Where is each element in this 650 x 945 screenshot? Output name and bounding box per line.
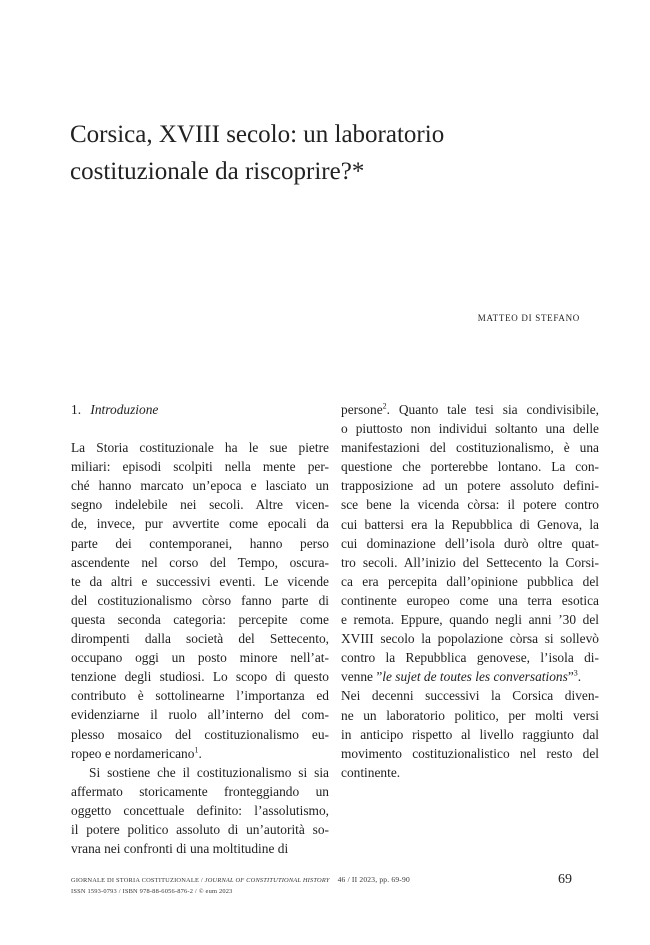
text-line: tenzione degli studiosi. Lo scopo di questo — [71, 669, 329, 685]
text-line: te da altri e successivi eventi. Le vicende — [71, 573, 329, 589]
text-line: cui dominazione dell’isola durò oltre quat- — [341, 535, 599, 551]
text-line: continente europeo come una terra esotica — [341, 592, 599, 608]
text-line: manifestazioni del costituzionalismo, è una — [341, 440, 599, 456]
journal-name-en: JOURNAL OF CONSTITUTIONAL HISTORY — [204, 877, 330, 884]
text-line: in anticipo rispetto al livello raggiunto dal — [341, 726, 599, 742]
quotation: le sujet de toutes les conversations — [382, 669, 568, 685]
footnote-ref[interactable]: 2 — [382, 401, 387, 411]
text-line: persone$^2$. Quanto tale tesi sia condivisibile, — [341, 401, 599, 417]
text-line: de, invece, pur avvertite come epocali da — [71, 516, 329, 532]
text-line: ca era percepita dall’opinione pubblica del — [341, 573, 599, 589]
text-line: del costituzionalismo còrso fanno parte di — [71, 592, 329, 608]
text-line: parte dei contemporanei, hanno perso — [71, 535, 329, 551]
title-line: costituzionale da riscoprire?* — [70, 158, 365, 185]
section-title: Introduzione — [90, 402, 159, 417]
text-line: movimento costituzionalistico nel resto del — [341, 745, 599, 761]
text-line: contributo è sottolinearne l’importanza ed — [71, 688, 329, 704]
text-line: contro la Repubblica genovese, l’isola di- — [341, 650, 599, 666]
text-line: occupano oggi un posto minore nell’at- — [71, 650, 329, 666]
section-heading — [71, 400, 329, 419]
issue-info: 46 / II 2023, pp. 69-90 — [337, 875, 410, 884]
journal-name-it: GIORNALE DI STORIA COSTITUZIONALE / — [71, 877, 203, 884]
text-line: questione che porterebbe lontano. La con- — [341, 459, 599, 475]
text-line: ché hanno marcato un’epoca e lasciato un — [71, 478, 329, 494]
text-line: o piuttosto non individui soltanto una delle — [341, 421, 599, 437]
text-line: Nei decenni successivi la Corsica diven- — [341, 688, 599, 704]
text-line: sce bene la vicenda còrsa: il potere contro — [341, 497, 599, 513]
left-column — [71, 400, 329, 858]
text-line: evidenziarne il ruolo all’interno del com- — [71, 707, 329, 723]
text-line: venne ”le sujet de toutes les conversations”$^3$. — [341, 668, 582, 685]
text-line: affermato storicamente fronteggiando un — [71, 783, 329, 799]
article-title — [70, 116, 590, 190]
paragraph — [341, 419, 599, 667]
text-line: Si sostiene che il costituzionalismo si sia — [89, 764, 329, 780]
text-line: vrana nei confronti di una moltitudine di — [71, 841, 289, 857]
page-number: 69 — [558, 872, 572, 887]
issn-line: ISSN 1593-0793 / ISBN 978-88-6056-876-2 / © eum 2023 — [71, 888, 233, 895]
text-line: La Storia costituzionale ha le sue pietre — [71, 440, 329, 456]
journal-line — [71, 874, 410, 886]
right-column — [341, 400, 599, 782]
text-line: XVIII secolo la popolazione còrsa si sollevò — [341, 631, 599, 647]
title-line: Corsica, XVIII secolo: un laboratorio — [70, 121, 445, 148]
text-line: segno indelebile nei secoli. Altre vicen- — [71, 497, 329, 513]
text-line: ne un laboratorio politico, per molti versi — [341, 707, 599, 723]
text-line: il potere politico assoluto di un’autorità so- — [71, 821, 329, 837]
text-line: questa seconda categoria: percepite come — [71, 611, 329, 627]
text-line: continente. — [341, 764, 401, 780]
footnote-ref[interactable]: 1 — [194, 745, 199, 755]
text-line: miliari: episodi scolpiti nella mente per- — [71, 459, 329, 475]
text-line: tro secoli. All’inizio del Settecento la Corsi- — [341, 554, 599, 570]
text-line: plesso mosaico del costituzionalismo eu- — [71, 726, 329, 742]
paragraph — [341, 686, 599, 762]
section-number: 1. — [71, 402, 82, 417]
text-line: dirompenti dalla società del Settecento, — [71, 631, 329, 647]
paragraph — [71, 763, 329, 858]
text-line: ascendente nel corso del Tempo, oscura- — [71, 554, 329, 570]
text-line: oggetto concettuale definito: l’assolutismo, — [71, 802, 329, 818]
text-line: trapposizione ad un potere assoluto defini- — [341, 478, 599, 494]
text-line: cui battersi era la Repubblica di Genova, la — [341, 516, 599, 532]
paragraph — [71, 438, 329, 744]
page-footer — [71, 874, 410, 897]
text-line: ropeo e nordamericano$^1$. — [71, 745, 202, 761]
text-line: e remota. Eppure, quando negli anni ’30 del — [341, 612, 599, 628]
footnote-ref[interactable]: 3 — [573, 668, 578, 678]
author-name: MATTEO DI STEFANO — [477, 313, 580, 323]
